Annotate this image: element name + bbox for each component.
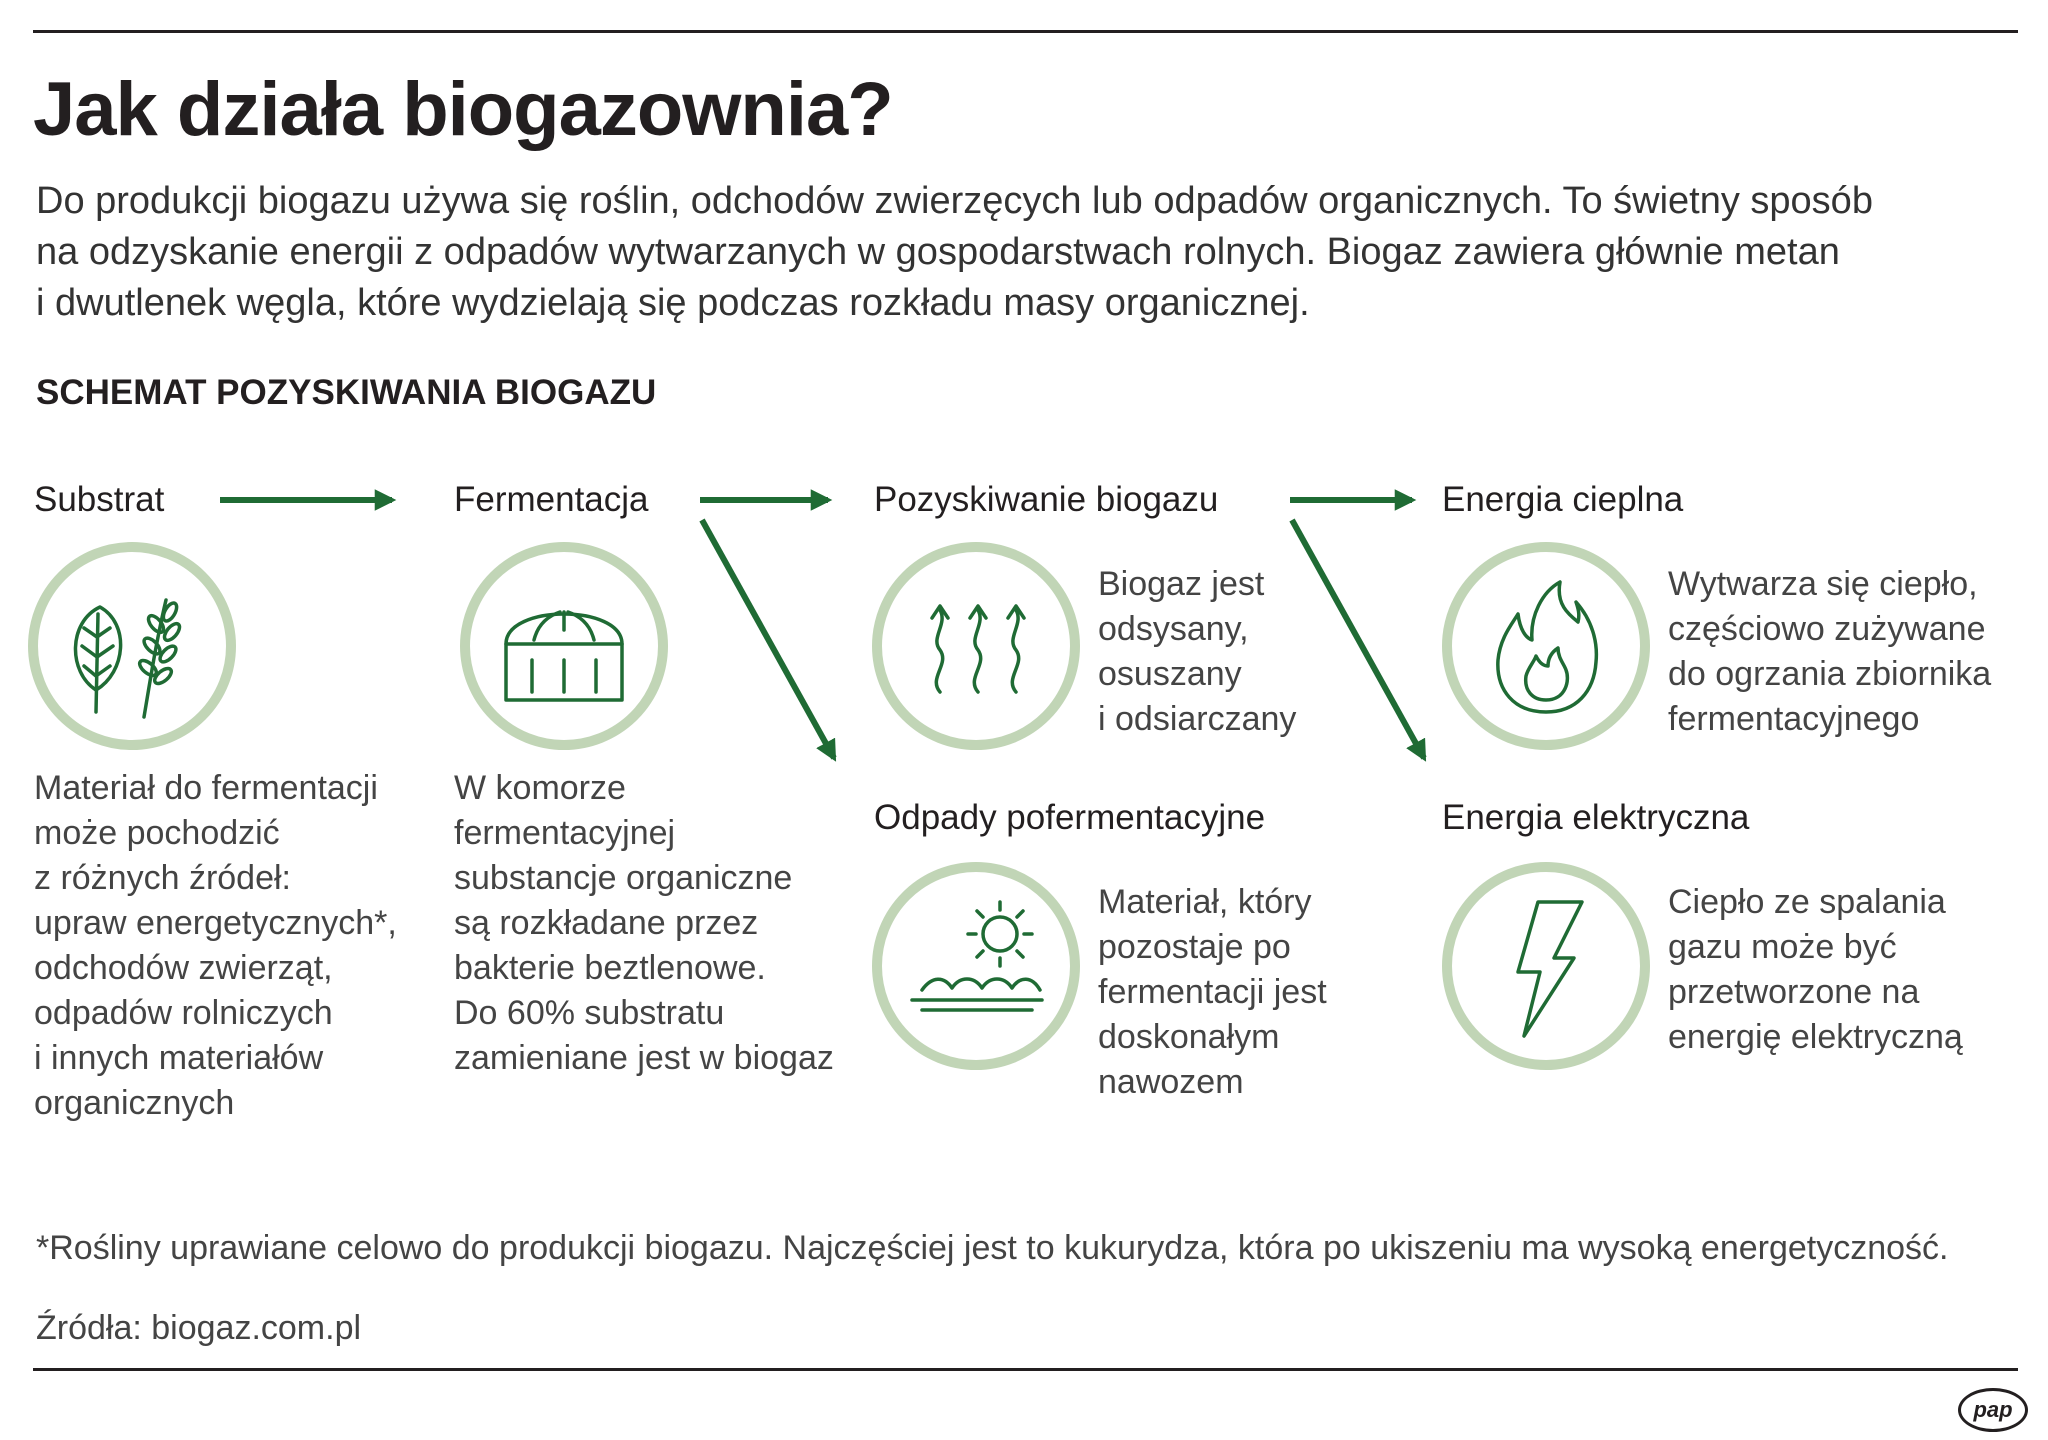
- step-description-elektryczna: [1668, 880, 1963, 1060]
- intro-line: na odzyskanie energii z odpadów wytwarzanych w gospodarstwach rolnych. Biogaz zawiera głównie metan: [36, 231, 1840, 273]
- arrow-pozyskiwanie-elektryczna: [1292, 520, 1424, 758]
- step-description-odpady: [1098, 880, 1327, 1105]
- description-line: częściowo zużywane: [1668, 610, 1986, 648]
- step-label-cieplna: Energia cieplna: [1442, 480, 1684, 519]
- pozyskiwanie-icon-circle: [872, 542, 1080, 750]
- cieplna-icon-circle: [1442, 542, 1650, 750]
- description-line: i odsiarczany: [1098, 700, 1297, 738]
- description-line: fermentacyjnego: [1668, 700, 1920, 738]
- lightning-bolt-icon: [1452, 872, 1640, 1060]
- sun-field-icon: [882, 872, 1070, 1060]
- description-line: pozostaje po: [1098, 928, 1291, 966]
- intro-line: i dwutlenek węgla, które wydzielają się podczas rozkładu masy organicznej.: [36, 282, 1310, 324]
- flame-icon: [1452, 552, 1640, 740]
- description-line: zamieniane jest w biogaz: [454, 1039, 834, 1077]
- fermentacja-icon-circle: [460, 542, 668, 750]
- step-description-substrat: [34, 766, 397, 1126]
- description-line: Materiał, który: [1098, 883, 1312, 921]
- fermentation-tank-icon: [470, 552, 658, 740]
- source-note: Źródła: biogaz.com.pl: [36, 1309, 362, 1347]
- footnote: *Rośliny uprawiane celowo do produkcji biogazu. Najczęściej jest to kukurydza, która po ukiszeniu ma wysoką energetyczność.: [36, 1229, 1949, 1267]
- step-label-odpady: Odpady pofermentacyjne: [874, 798, 1266, 837]
- description-line: organicznych: [34, 1084, 235, 1122]
- description-line: odpadów rolniczych: [34, 994, 333, 1032]
- substrat-icon-circle: [28, 542, 236, 750]
- description-line: przetworzone na: [1668, 973, 1920, 1011]
- description-line: upraw energetycznych*,: [34, 904, 397, 942]
- logo-text: pap: [1973, 1397, 2013, 1422]
- description-line: osuszany: [1098, 655, 1242, 693]
- description-line: substancje organiczne: [454, 859, 793, 897]
- description-line: może pochodzić: [34, 814, 280, 852]
- bottom-rule: [33, 1368, 2018, 1371]
- step-label-fermentacja: Fermentacja: [454, 480, 649, 519]
- step-description-fermentacja: [454, 766, 834, 1081]
- description-line: gazu może być: [1668, 928, 1897, 966]
- description-line: i innych materiałów: [34, 1039, 324, 1077]
- description-line: energię elektryczną: [1668, 1018, 1963, 1056]
- description-line: Do 60% substratu: [454, 994, 725, 1032]
- leaf-wheat-icon: [38, 552, 226, 740]
- description-line: odchodów zwierząt,: [34, 949, 333, 987]
- description-line: odsysany,: [1098, 610, 1249, 648]
- rising-gas-icon: [882, 552, 1070, 740]
- step-label-pozyskiwanie: Pozyskiwanie biogazu: [874, 480, 1219, 519]
- description-line: Wytwarza się ciepło,: [1668, 565, 1978, 603]
- pap-logo: [1958, 1388, 2028, 1432]
- description-line: W komorze: [454, 769, 626, 807]
- description-line: Materiał do fermentacji: [34, 769, 378, 807]
- intro-line: Do produkcji biogazu używa się roślin, odchodów zwierzęcych lub odpadów organicznych. To świetny sposób: [36, 180, 1873, 222]
- description-line: nawozem: [1098, 1063, 1244, 1101]
- section-title: SCHEMAT POZYSKIWANIA BIOGAZU: [36, 373, 657, 412]
- step-description-cieplna: [1668, 562, 1991, 742]
- description-line: fermentacji jest: [1098, 973, 1327, 1011]
- step-label-elektryczna: Energia elektryczna: [1442, 798, 1750, 837]
- description-line: są rozkładane przez: [454, 904, 759, 942]
- elektryczna-icon-circle: [1442, 862, 1650, 1070]
- description-line: do ogrzania zbiornika: [1668, 655, 1992, 693]
- description-line: Biogaz jest: [1098, 565, 1265, 603]
- arrow-fermentacja-odpady: [702, 520, 834, 758]
- step-label-substrat: Substrat: [34, 480, 165, 519]
- step-description-pozyskiwanie: [1098, 562, 1296, 742]
- description-line: bakterie beztlenowe.: [454, 949, 766, 987]
- odpady-icon-circle: [872, 862, 1080, 1070]
- description-line: doskonałym: [1098, 1018, 1280, 1056]
- description-line: fermentacyjnej: [454, 814, 676, 852]
- description-line: Ciepło ze spalania: [1668, 883, 1946, 921]
- description-line: z różnych źródeł:: [34, 859, 291, 897]
- page-title: Jak działa biogazownia?: [33, 67, 893, 152]
